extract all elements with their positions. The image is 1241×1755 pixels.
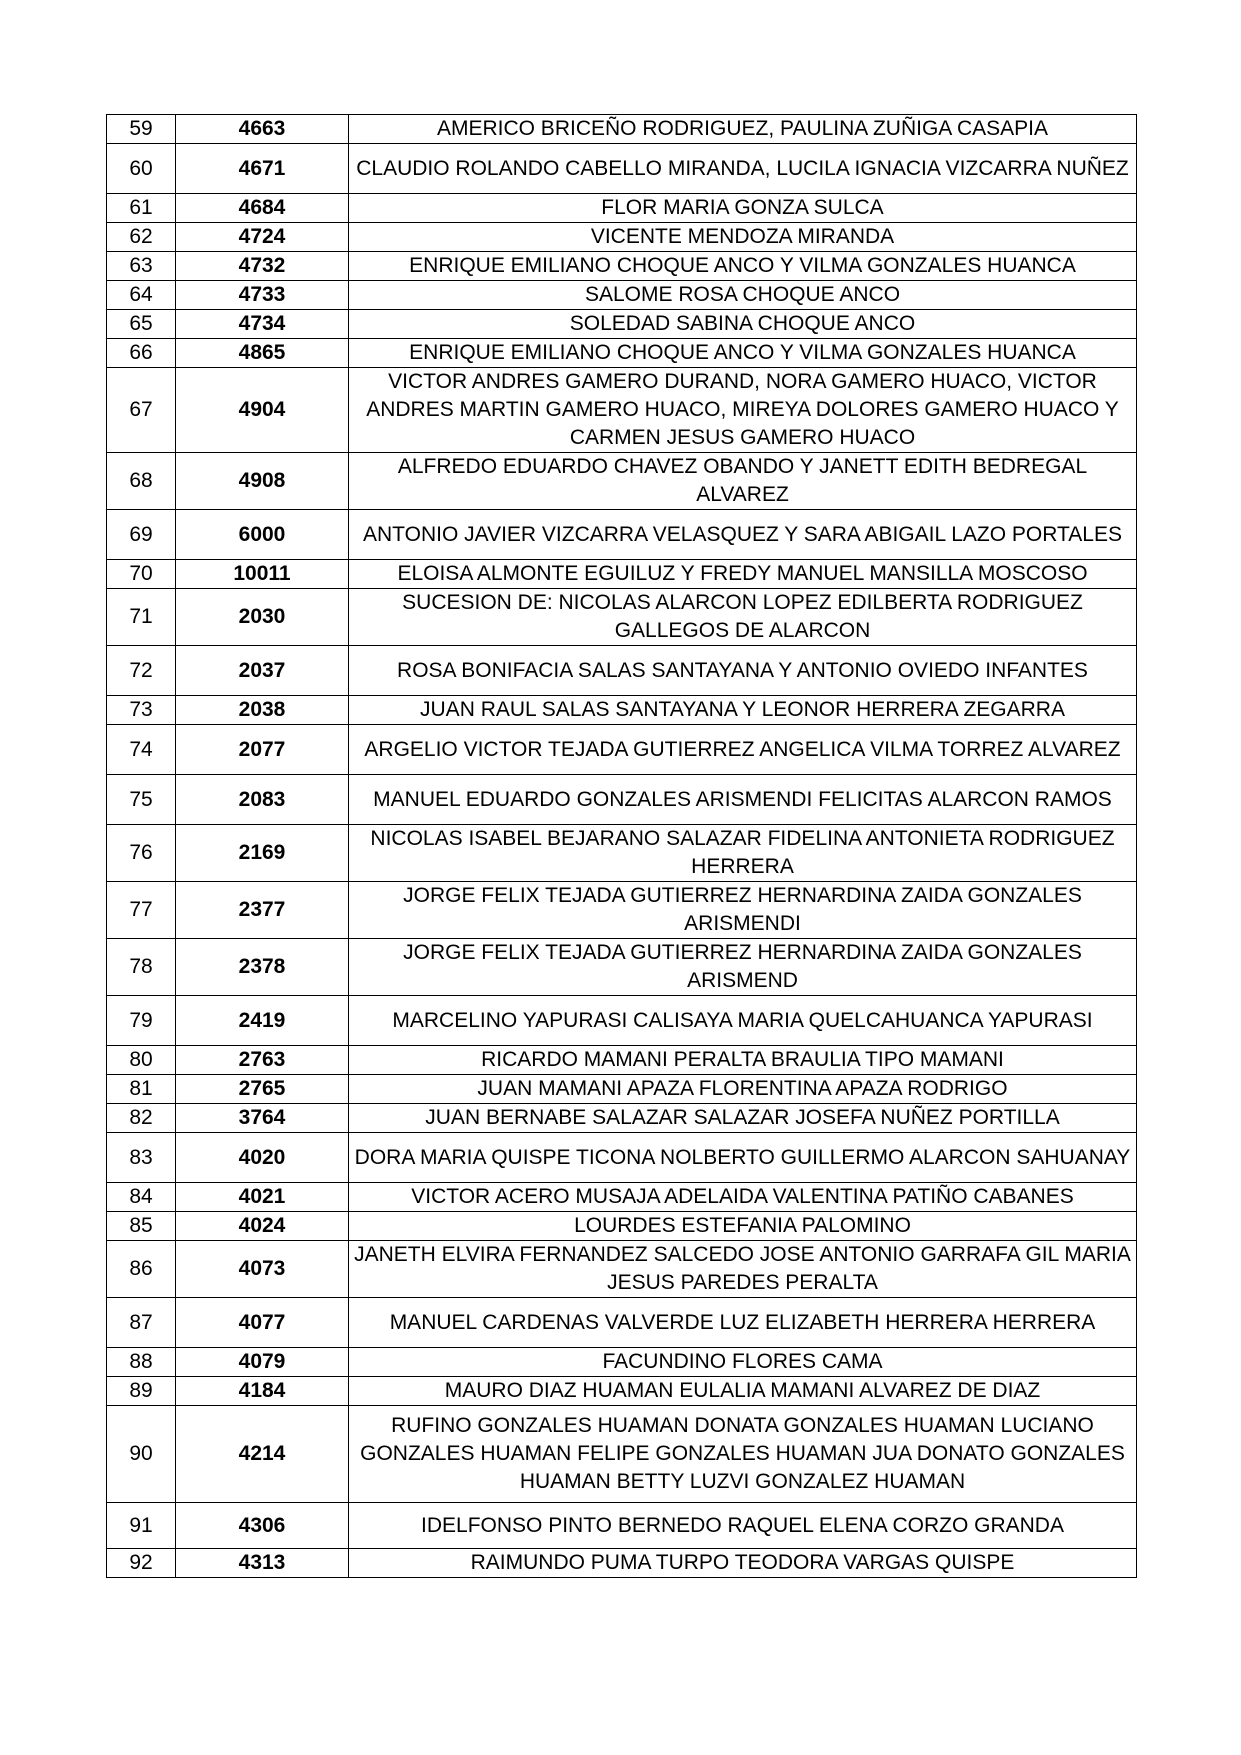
owners-cell: ELOISA ALMONTE EGUILUZ Y FREDY MANUEL MANSILLA MOSCOSO — [349, 560, 1137, 589]
owners-cell: JORGE FELIX TEJADA GUTIERREZ HERNARDINA ZAIDA GONZALES ARISMEND — [349, 939, 1137, 996]
owners-cell: VICENTE MENDOZA MIRANDA — [349, 223, 1137, 252]
table-row — [107, 223, 1137, 252]
owners-table — [106, 114, 1137, 1578]
code-cell: 4904 — [176, 368, 349, 453]
code-cell: 4734 — [176, 310, 349, 339]
row-number-cell: 74 — [107, 725, 176, 775]
table-row — [107, 1406, 1137, 1503]
row-number-cell: 68 — [107, 453, 176, 510]
owners-cell: SALOME ROSA CHOQUE ANCO — [349, 281, 1137, 310]
owners-cell: CLAUDIO ROLANDO CABELLO MIRANDA, LUCILA IGNACIA VIZCARRA NUÑEZ — [349, 144, 1137, 194]
owners-cell: JORGE FELIX TEJADA GUTIERREZ HERNARDINA ZAIDA GONZALES ARISMENDI — [349, 882, 1137, 939]
row-number-cell: 80 — [107, 1046, 176, 1075]
code-cell: 2763 — [176, 1046, 349, 1075]
owners-cell: ENRIQUE EMILIANO CHOQUE ANCO Y VILMA GONZALES HUANCA — [349, 252, 1137, 281]
table-row — [107, 1046, 1137, 1075]
row-number-cell: 62 — [107, 223, 176, 252]
owners-cell: IDELFONSO PINTO BERNEDO RAQUEL ELENA CORZO GRANDA — [349, 1503, 1137, 1549]
owners-cell: MARCELINO YAPURASI CALISAYA MARIA QUELCAHUANCA YAPURASI — [349, 996, 1137, 1046]
row-number-cell: 91 — [107, 1503, 176, 1549]
table-row — [107, 194, 1137, 223]
table-row — [107, 882, 1137, 939]
row-number-cell: 77 — [107, 882, 176, 939]
row-number-cell: 65 — [107, 310, 176, 339]
row-number-cell: 71 — [107, 589, 176, 646]
owners-cell: MAURO DIAZ HUAMAN EULALIA MAMANI ALVAREZ DE DIAZ — [349, 1377, 1137, 1406]
owners-cell: JANETH ELVIRA FERNANDEZ SALCEDO JOSE ANTONIO GARRAFA GIL MARIA JESUS PAREDES PERALTA — [349, 1241, 1137, 1298]
code-cell: 2038 — [176, 696, 349, 725]
code-cell: 4024 — [176, 1212, 349, 1241]
table-row — [107, 144, 1137, 194]
code-cell: 4313 — [176, 1549, 349, 1578]
code-cell: 2077 — [176, 725, 349, 775]
table-row — [107, 696, 1137, 725]
row-number-cell: 89 — [107, 1377, 176, 1406]
table-row — [107, 252, 1137, 281]
code-cell: 6000 — [176, 510, 349, 560]
table-row — [107, 281, 1137, 310]
code-cell: 4073 — [176, 1241, 349, 1298]
row-number-cell: 64 — [107, 281, 176, 310]
owners-cell: MANUEL EDUARDO GONZALES ARISMENDI FELICITAS ALARCON RAMOS — [349, 775, 1137, 825]
code-cell: 10011 — [176, 560, 349, 589]
table-row — [107, 1075, 1137, 1104]
row-number-cell: 92 — [107, 1549, 176, 1578]
row-number-cell: 66 — [107, 339, 176, 368]
table-row — [107, 646, 1137, 696]
owners-cell: RAIMUNDO PUMA TURPO TEODORA VARGAS QUISPE — [349, 1549, 1137, 1578]
code-cell: 4724 — [176, 223, 349, 252]
owners-cell: ALFREDO EDUARDO CHAVEZ OBANDO Y JANETT EDITH BEDREGAL ALVAREZ — [349, 453, 1137, 510]
table-row — [107, 1549, 1137, 1578]
table-row — [107, 453, 1137, 510]
owners-cell: SOLEDAD SABINA CHOQUE ANCO — [349, 310, 1137, 339]
row-number-cell: 73 — [107, 696, 176, 725]
code-cell: 3764 — [176, 1104, 349, 1133]
table-row — [107, 1183, 1137, 1212]
row-number-cell: 88 — [107, 1348, 176, 1377]
owners-cell: VICTOR ACERO MUSAJA ADELAIDA VALENTINA PATIÑO CABANES — [349, 1183, 1137, 1212]
row-number-cell: 67 — [107, 368, 176, 453]
owners-cell: SUCESION DE: NICOLAS ALARCON LOPEZ EDILBERTA RODRIGUEZ GALLEGOS DE ALARCON — [349, 589, 1137, 646]
table-row — [107, 510, 1137, 560]
code-cell: 4021 — [176, 1183, 349, 1212]
row-number-cell: 78 — [107, 939, 176, 996]
row-number-cell: 90 — [107, 1406, 176, 1503]
row-number-cell: 72 — [107, 646, 176, 696]
table-row — [107, 996, 1137, 1046]
owners-cell: MANUEL CARDENAS VALVERDE LUZ ELIZABETH HERRERA HERRERA — [349, 1298, 1137, 1348]
owners-cell: FACUNDINO FLORES CAMA — [349, 1348, 1137, 1377]
row-number-cell: 76 — [107, 825, 176, 882]
code-cell: 2765 — [176, 1075, 349, 1104]
row-number-cell: 60 — [107, 144, 176, 194]
table-row — [107, 1133, 1137, 1183]
code-cell: 4077 — [176, 1298, 349, 1348]
table-row — [107, 339, 1137, 368]
table-row — [107, 115, 1137, 144]
code-cell: 4865 — [176, 339, 349, 368]
row-number-cell: 70 — [107, 560, 176, 589]
code-cell: 2037 — [176, 646, 349, 696]
row-number-cell: 63 — [107, 252, 176, 281]
table-row — [107, 1298, 1137, 1348]
table-row — [107, 1241, 1137, 1298]
owners-cell: JUAN RAUL SALAS SANTAYANA Y LEONOR HERRERA ZEGARRA — [349, 696, 1137, 725]
table-row — [107, 1212, 1137, 1241]
code-cell: 4663 — [176, 115, 349, 144]
owners-cell: RICARDO MAMANI PERALTA BRAULIA TIPO MAMANI — [349, 1046, 1137, 1075]
owners-table-body — [107, 115, 1137, 1578]
table-row — [107, 825, 1137, 882]
owners-cell: ROSA BONIFACIA SALAS SANTAYANA Y ANTONIO OVIEDO INFANTES — [349, 646, 1137, 696]
table-row — [107, 1104, 1137, 1133]
owners-cell: NICOLAS ISABEL BEJARANO SALAZAR FIDELINA ANTONIETA RODRIGUEZ HERRERA — [349, 825, 1137, 882]
owners-cell: LOURDES ESTEFANIA PALOMINO — [349, 1212, 1137, 1241]
code-cell: 4079 — [176, 1348, 349, 1377]
table-row — [107, 775, 1137, 825]
code-cell: 2378 — [176, 939, 349, 996]
row-number-cell: 83 — [107, 1133, 176, 1183]
table-row — [107, 725, 1137, 775]
code-cell: 4671 — [176, 144, 349, 194]
row-number-cell: 59 — [107, 115, 176, 144]
code-cell: 4908 — [176, 453, 349, 510]
code-cell: 2083 — [176, 775, 349, 825]
code-cell: 4306 — [176, 1503, 349, 1549]
row-number-cell: 86 — [107, 1241, 176, 1298]
row-number-cell: 81 — [107, 1075, 176, 1104]
row-number-cell: 85 — [107, 1212, 176, 1241]
table-row — [107, 560, 1137, 589]
owners-cell: AMERICO BRICEÑO RODRIGUEZ, PAULINA ZUÑIGA CASAPIA — [349, 115, 1137, 144]
owners-cell: ANTONIO JAVIER VIZCARRA VELASQUEZ Y SARA ABIGAIL LAZO PORTALES — [349, 510, 1137, 560]
table-row — [107, 1503, 1137, 1549]
code-cell: 4684 — [176, 194, 349, 223]
table-row — [107, 368, 1137, 453]
owners-cell: RUFINO GONZALES HUAMAN DONATA GONZALES HUAMAN LUCIANO GONZALES HUAMAN FELIPE GONZALES HUAMAN JUA DONATO GONZALES HUAMAN BETTY LUZVI GONZALEZ HUAMAN — [349, 1406, 1137, 1503]
code-cell: 4732 — [176, 252, 349, 281]
row-number-cell: 82 — [107, 1104, 176, 1133]
code-cell: 2030 — [176, 589, 349, 646]
table-row — [107, 1348, 1137, 1377]
row-number-cell: 61 — [107, 194, 176, 223]
code-cell: 4184 — [176, 1377, 349, 1406]
table-row — [107, 310, 1137, 339]
code-cell: 4020 — [176, 1133, 349, 1183]
owners-cell: JUAN BERNABE SALAZAR SALAZAR JOSEFA NUÑEZ PORTILLA — [349, 1104, 1137, 1133]
owners-cell: FLOR MARIA GONZA SULCA — [349, 194, 1137, 223]
owners-cell: VICTOR ANDRES GAMERO DURAND, NORA GAMERO HUACO, VICTOR ANDRES MARTIN GAMERO HUACO, MIREYA DOLORES GAMERO HUACO Y CARMEN JESUS GAMERO HUACO — [349, 368, 1137, 453]
row-number-cell: 84 — [107, 1183, 176, 1212]
row-number-cell: 87 — [107, 1298, 176, 1348]
table-row — [107, 939, 1137, 996]
code-cell: 2419 — [176, 996, 349, 1046]
row-number-cell: 75 — [107, 775, 176, 825]
table-row — [107, 589, 1137, 646]
owners-cell: JUAN MAMANI APAZA FLORENTINA APAZA RODRIGO — [349, 1075, 1137, 1104]
code-cell: 4733 — [176, 281, 349, 310]
row-number-cell: 79 — [107, 996, 176, 1046]
owners-cell: ARGELIO VICTOR TEJADA GUTIERREZ ANGELICA VILMA TORREZ ALVAREZ — [349, 725, 1137, 775]
code-cell: 2169 — [176, 825, 349, 882]
owners-cell: ENRIQUE EMILIANO CHOQUE ANCO Y VILMA GONZALES HUANCA — [349, 339, 1137, 368]
code-cell: 4214 — [176, 1406, 349, 1503]
row-number-cell: 69 — [107, 510, 176, 560]
code-cell: 2377 — [176, 882, 349, 939]
owners-cell: DORA MARIA QUISPE TICONA NOLBERTO GUILLERMO ALARCON SAHUANAY — [349, 1133, 1137, 1183]
table-row — [107, 1377, 1137, 1406]
